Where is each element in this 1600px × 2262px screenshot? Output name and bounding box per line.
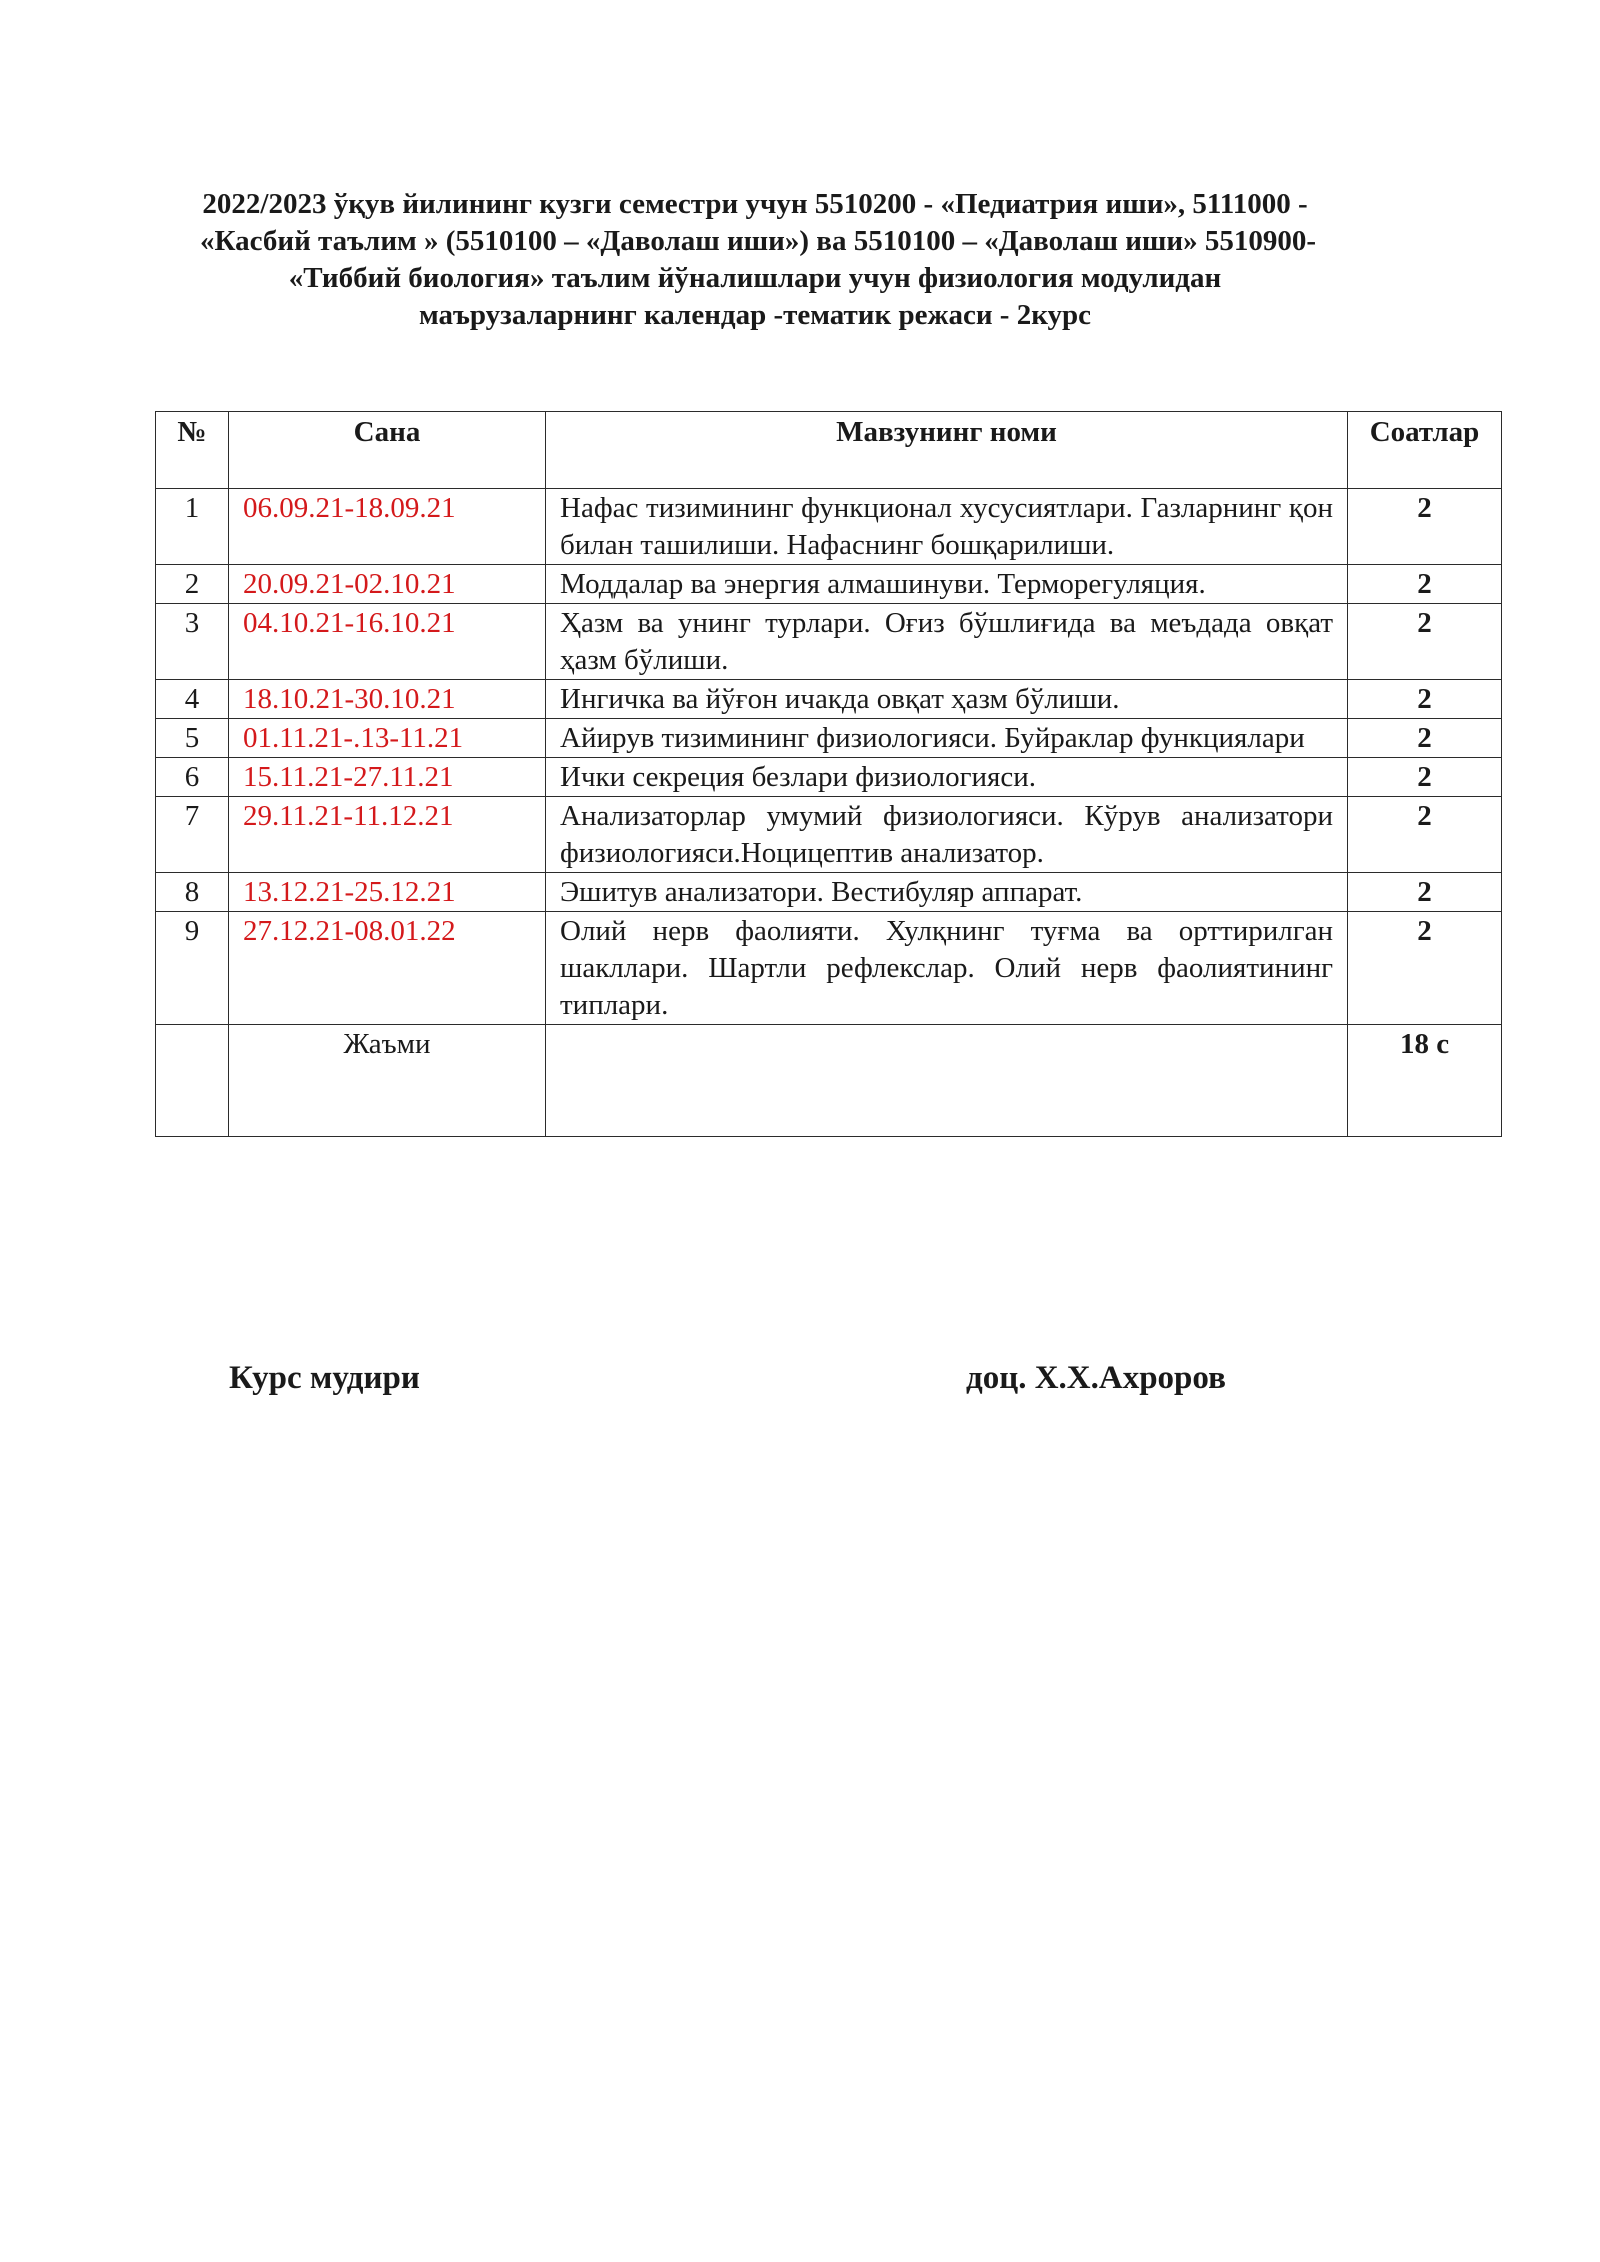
signature-name: доц. Х.Х.Ахроров (966, 1360, 1226, 1396)
row-topic: Ички секреция безлари физиологияси. (546, 758, 1348, 797)
row-number: 1 (156, 489, 229, 565)
document-title (200, 186, 1317, 334)
row-date: 06.09.21-18.09.21 (229, 489, 546, 565)
row-date: 04.10.21-16.10.21 (229, 604, 546, 680)
table-row (156, 873, 1502, 912)
row-date: 20.09.21-02.10.21 (229, 565, 546, 604)
row-hours: 2 (1348, 797, 1502, 873)
row-hours: 2 (1348, 873, 1502, 912)
row-date: 15.11.21-27.11.21 (229, 758, 546, 797)
row-hours: 2 (1348, 565, 1502, 604)
row-topic: Моддалар ва энергия алмашинуви. Терморегуляция. (546, 565, 1348, 604)
title-line: «Тиббий биология» таълим йўналишлари учун физиология модулидан (288, 262, 1222, 294)
calendar-thematic-plan-table (155, 411, 1502, 1137)
table-row (156, 565, 1502, 604)
row-date: 13.12.21-25.12.21 (229, 873, 546, 912)
table-row (156, 719, 1502, 758)
table-row (156, 489, 1502, 565)
row-number: 3 (156, 604, 229, 680)
table-row (156, 797, 1502, 873)
total-empty-cell (156, 1025, 229, 1137)
row-topic: Нафас тизимининг функционал хусусиятлари. Газларнинг қон билан ташилиши. Нафаснинг бошқарилиши. (546, 489, 1348, 565)
header-hours: Соатлар (1348, 412, 1502, 489)
row-number: 2 (156, 565, 229, 604)
row-topic: Ингичка ва йўғон ичакда овқат ҳазм бўлиши. (546, 680, 1348, 719)
title-line: 2022/2023 ўқув йилининг кузги семестри учун 5510200 - «Педиатрия иши», 5111000 - (202, 188, 1308, 220)
header-date: Сана (229, 412, 546, 489)
total-topic-empty-cell (546, 1025, 1348, 1137)
row-hours: 2 (1348, 719, 1502, 758)
total-hours: 18 с (1348, 1025, 1502, 1137)
row-topic: Олий нерв фаолияти. Хулқнинг туғма ва орттирилган шакллари. Шартли рефлекслар. Олий нерв фаолиятининг типлари. (546, 912, 1348, 1025)
row-hours: 2 (1348, 758, 1502, 797)
row-topic: Айирув тизимининг физиологияси. Буйраклар функциялари (546, 719, 1348, 758)
table-row (156, 758, 1502, 797)
title-line: «Касбий таълим » (5510100 – «Даволаш иши») ва 5510100 – «Даволаш иши» 5510900- (200, 225, 1317, 257)
row-number: 4 (156, 680, 229, 719)
row-number: 6 (156, 758, 229, 797)
row-date: 18.10.21-30.10.21 (229, 680, 546, 719)
total-label: Жаъми (229, 1025, 546, 1137)
table-header-row (156, 412, 1502, 489)
table-row (156, 680, 1502, 719)
row-date: 27.12.21-08.01.22 (229, 912, 546, 1025)
row-topic: Эшитув анализатори. Вестибуляр аппарат. (546, 873, 1348, 912)
header-topic: Мавзунинг номи (546, 412, 1348, 489)
table-total-row (156, 1025, 1502, 1137)
row-number: 8 (156, 873, 229, 912)
row-hours: 2 (1348, 680, 1502, 719)
row-number: 7 (156, 797, 229, 873)
row-date: 01.11.21-.13-11.21 (229, 719, 546, 758)
signature-position: Курс мудири (229, 1360, 420, 1396)
row-number: 9 (156, 912, 229, 1025)
row-date: 29.11.21-11.12.21 (229, 797, 546, 873)
row-hours: 2 (1348, 489, 1502, 565)
row-number: 5 (156, 719, 229, 758)
title-line: маърузаларнинг календар -тематик режаси - 2курс (418, 299, 1092, 331)
row-topic: Ҳазм ва унинг турлари. Оғиз бўшлиғида ва меъдада овқат ҳазм бўлиши. (546, 604, 1348, 680)
header-number: № (156, 412, 229, 489)
table-row (156, 604, 1502, 680)
row-hours: 2 (1348, 912, 1502, 1025)
row-topic: Анализаторлар умумий физиологияси. Кўрув анализатори физиологияси.Ноцицептив анализатор. (546, 797, 1348, 873)
table-row (156, 912, 1502, 1025)
row-hours: 2 (1348, 604, 1502, 680)
